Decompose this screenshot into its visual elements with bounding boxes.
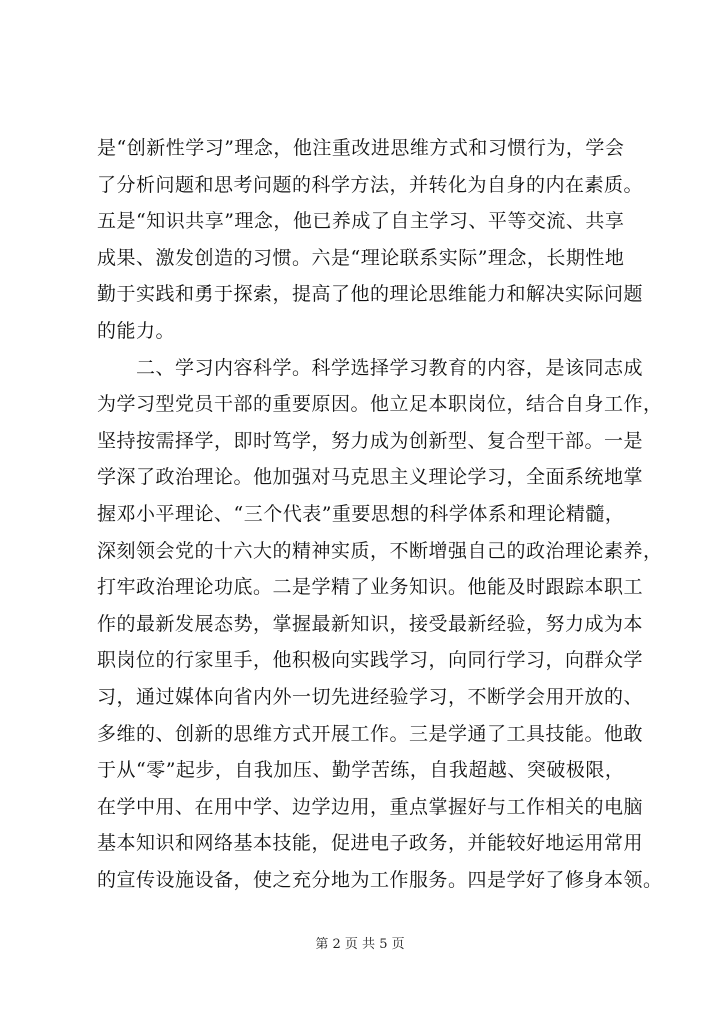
text-line-14: 作的最新发展态势，掌握最新知识，接受最新经验，努力成为本: [97, 612, 644, 635]
text-line-8: 为学习型党员干部的重要原因。他立足本职岗位，结合自身工作，: [97, 393, 663, 416]
text-line-2: 了分析问题和思考问题的科学方法，并转化为自身的内在素质。: [97, 173, 644, 196]
text-line-5: 勤于实践和勇于探索，提高了他的理论思维能力和解决实际问题: [97, 283, 644, 306]
text-line-12: 深刻领会党的十六大的精神实质，不断增强自己的政治理论素养，: [97, 539, 663, 562]
text-line-15: 职岗位的行家里手，他积极向实践学习，向同行学习，向群众学: [97, 649, 644, 672]
text-line-19: 在学中用、在用中学、边学边用，重点掌握好与工作相关的电脑: [97, 795, 644, 818]
body-text: [97, 130, 663, 898]
text-line-21: 的宣传设施设备，使之充分地为工作服务。四是学好了修身本领。: [97, 868, 663, 891]
text-line-3: 五是“知识共享”理念，他已养成了自主学习、平等交流、共享: [97, 210, 625, 233]
text-line-10: 学深了政治理论。他加强对马克思主义理论学习，全面系统地掌: [97, 466, 644, 489]
text-line-11: 握邓小平理论、“三个代表”重要思想的科学体系和理论精髓，: [97, 502, 625, 525]
text-line-1: 是“创新性学习”理念，他注重改进思维方式和习惯行为，学会: [97, 137, 625, 159]
text-line-20: 基本知识和网络基本技能，促进电子政务，并能较好地运用常用: [97, 832, 644, 855]
text-line-7: 二、学习内容科学。科学选择学习教育的内容，是该同志成: [97, 356, 644, 379]
text-line-9: 坚持按需择学，即时笃学，努力成为创新型、复合型干部。一是: [97, 429, 644, 452]
page-number-footer: 第 2 页 共 5 页: [315, 937, 405, 952]
text-line-17: 多维的、创新的思维方式开展工作。三是学通了工具技能。他敢: [97, 722, 644, 745]
text-line-4: 成果、激发创造的习惯。六是“理论联系实际”理念，长期性地: [97, 246, 625, 269]
text-line-16: 习，通过媒体向省内外一切先进经验学习，不断学会用开放的、: [97, 685, 644, 708]
text-line-6: 的能力。: [97, 319, 176, 342]
text-line-18: 于从“零”起步，自我加压、勤学苦练，自我超越、突破极限，: [97, 759, 625, 782]
text-line-13: 打牢政治理论功底。二是学精了业务知识。他能及时跟踪本职工: [97, 576, 644, 599]
